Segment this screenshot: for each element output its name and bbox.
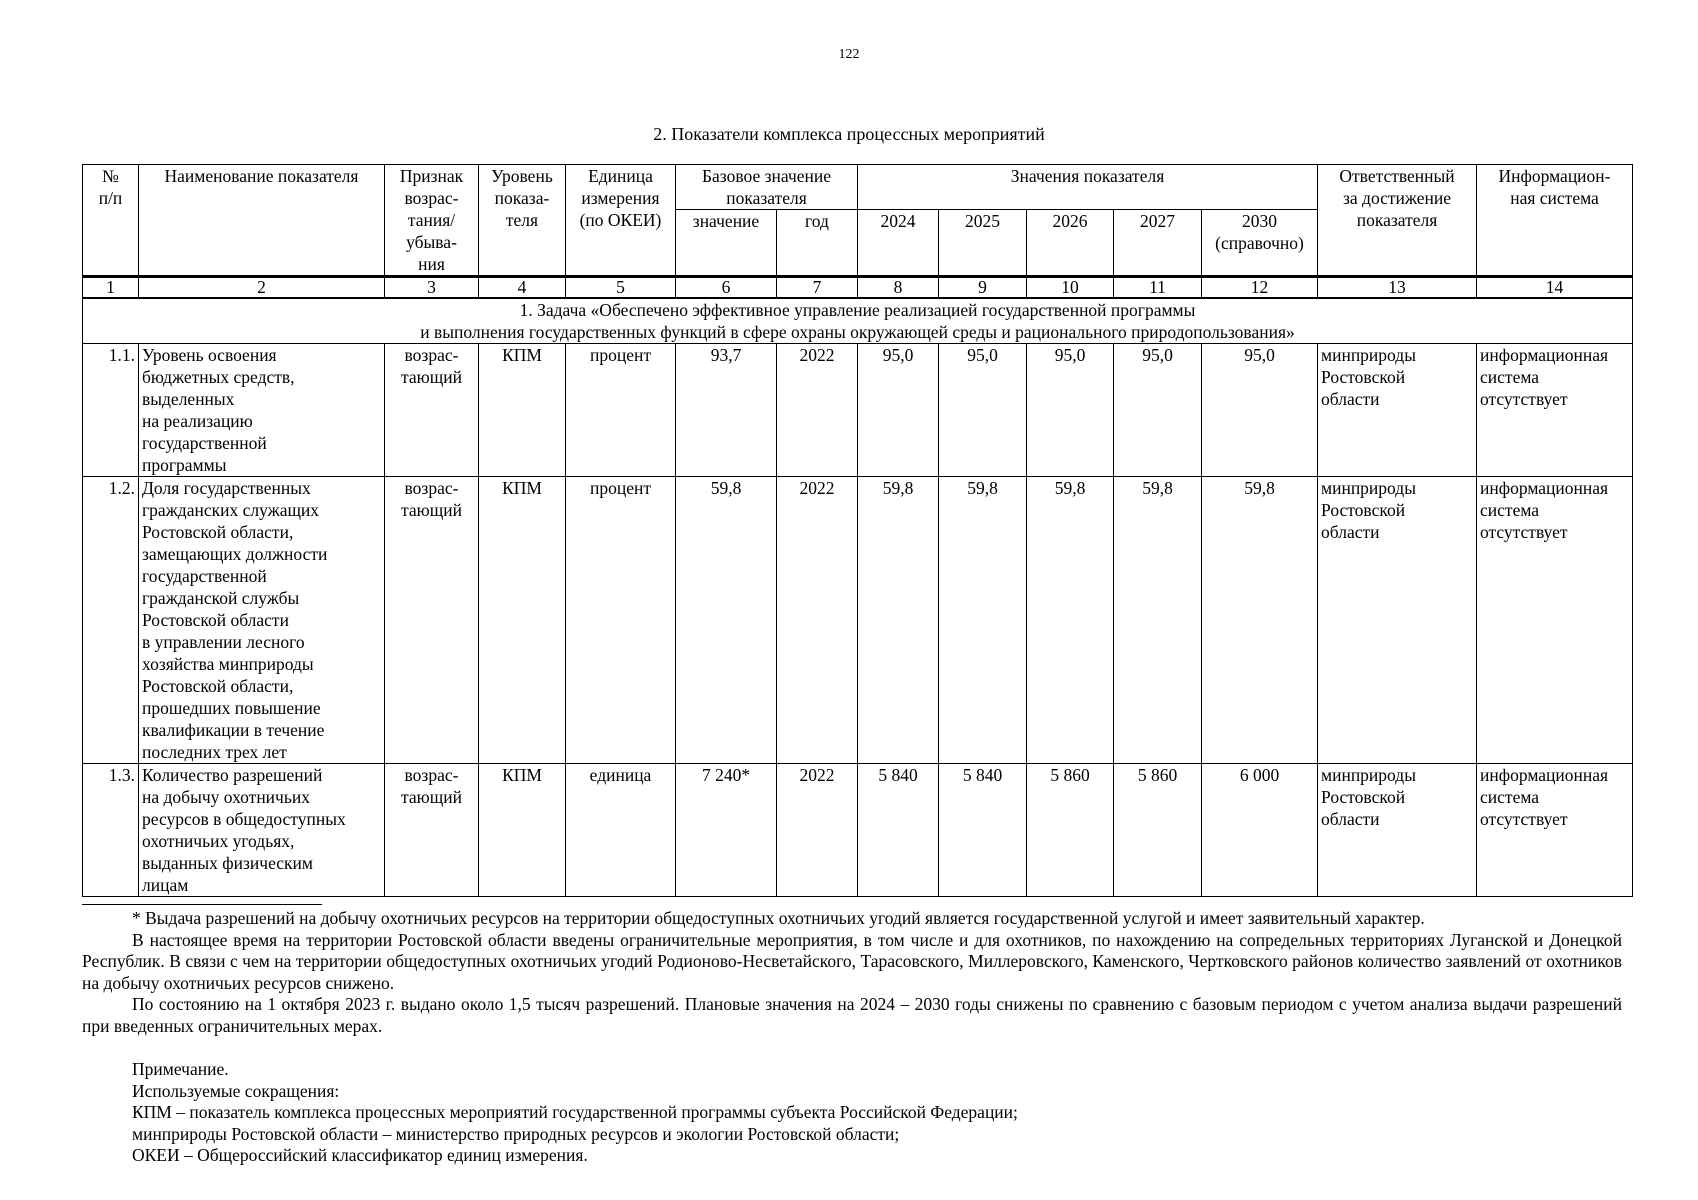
responsible: минприроды Ростовской области xyxy=(1318,477,1477,764)
col-num: 11 xyxy=(1114,277,1202,299)
header-level: Уровень показа- теля xyxy=(479,165,566,277)
col-num: 13 xyxy=(1318,277,1477,299)
header-system: Информацион- ная система xyxy=(1477,165,1633,277)
base-value: 93,7 xyxy=(676,344,777,477)
col-num: 5 xyxy=(566,277,676,299)
value-2027: 5 860 xyxy=(1114,764,1202,897)
col-num: 6 xyxy=(676,277,777,299)
col-num: 3 xyxy=(385,277,479,299)
note-line: Используемые сокращения: xyxy=(132,1080,340,1101)
header-row-1 xyxy=(83,165,1633,210)
footnote: По состоянию на 1 октября 2023 г. выдано около 1,5 тысяч разрешений. Плановые значения на 2024 – 2030 годы снижены по сравнению с базовым периодом с учетом анализа выдачи разрешений при введенных ограничительных мерах. xyxy=(82,994,1622,1036)
row-number: 1.1. xyxy=(83,344,139,477)
responsible: минприроды Ростовской области xyxy=(1318,764,1477,897)
indicator-level: КПМ xyxy=(479,764,566,897)
info-system: информационная система отсутствует xyxy=(1477,344,1633,477)
value-2025: 59,8 xyxy=(939,477,1027,764)
value-2027: 59,8 xyxy=(1114,477,1202,764)
header-values: Значения показателя xyxy=(858,165,1318,210)
value-2027: 95,0 xyxy=(1114,344,1202,477)
value-2026: 5 860 xyxy=(1027,764,1114,897)
header-name: Наименование показателя xyxy=(139,165,385,277)
header-year-2025: 2025 xyxy=(939,210,1027,277)
header-responsible: Ответственный за достижение показателя xyxy=(1318,165,1477,277)
footnote-divider xyxy=(82,904,322,905)
task-title: 1. Задача «Обеспечено эффективное управление реализацией государственной программы и выполнения государственных функций в сфере охраны окружающей среды и рационального природопользования» xyxy=(83,298,1633,344)
value-2030: 59,8 xyxy=(1202,477,1318,764)
section-title: 2. Показатели комплекса процессных мероприятий xyxy=(653,124,1045,144)
col-num: 7 xyxy=(777,277,858,299)
value-2026: 59,8 xyxy=(1027,477,1114,764)
value-2026: 95,0 xyxy=(1027,344,1114,477)
header-base-value: значение xyxy=(676,210,777,277)
value-2024: 5 840 xyxy=(858,764,939,897)
footnote: В настоящее время на территории Ростовской области введены ограничительные мероприятия, в том числе и для охотников, по нахождению на сопредельных территориях Луганской и Донецкой Республик. В связи с чем на территории общедоступных охотничьих угодий Родионово-Несветайского, Тарасовского, Миллеровского, Каменского, Чертковского районов количество заявлений от охотников на добычу охотничьих ресурсов снижено. xyxy=(82,929,1622,993)
base-year: 2022 xyxy=(777,764,858,897)
abbreviation-okei: ОКЕИ – Общероссийский классификатор единиц измерения. xyxy=(132,1145,588,1165)
header-sign: Признак возрас- тания/ убыва- ния xyxy=(385,165,479,277)
column-number-row xyxy=(83,277,1633,299)
base-year: 2022 xyxy=(777,477,858,764)
abbreviation-kpm: КПМ – показатель комплекса процессных мероприятий государственной программы субъекта Российской Федерации; xyxy=(132,1102,1018,1122)
indicator-level: КПМ xyxy=(479,477,566,764)
table-row xyxy=(83,764,1633,897)
indicator-sign: возрас- тающий xyxy=(385,477,479,764)
indicator-level: КПМ xyxy=(479,344,566,477)
info-system: информационная система отсутствует xyxy=(1477,477,1633,764)
col-num: 9 xyxy=(939,277,1027,299)
responsible: минприроды Ростовской области xyxy=(1318,344,1477,477)
base-value: 59,8 xyxy=(676,477,777,764)
header-year-2027: 2027 xyxy=(1114,210,1202,277)
header-base: Базовое значение показателя xyxy=(676,165,858,210)
value-2025: 95,0 xyxy=(939,344,1027,477)
col-num: 10 xyxy=(1027,277,1114,299)
footnotes-block xyxy=(82,908,1622,1167)
task-row xyxy=(83,298,1633,344)
base-value: 7 240* xyxy=(676,764,777,897)
footnote: * Выдача разрешений на добычу охотничьих ресурсов на территории общедоступных охотничьих угодий является государственной услугой и имеет заявительный характер. xyxy=(132,908,1425,928)
value-2030: 6 000 xyxy=(1202,764,1318,897)
col-num: 2 xyxy=(139,277,385,299)
value-2024: 95,0 xyxy=(858,344,939,477)
indicator-unit: процент xyxy=(566,477,676,764)
table-row xyxy=(83,344,1633,477)
row-number: 1.2. xyxy=(83,477,139,764)
page-number: 122 xyxy=(838,47,860,62)
header-unit: Единица измерения (по ОКЕИ) xyxy=(566,165,676,277)
value-2025: 5 840 xyxy=(939,764,1027,897)
note-heading: Примечание. xyxy=(132,1059,229,1079)
col-num: 1 xyxy=(83,277,139,299)
abbreviation-minprirody: минприроды Ростовской области – министерство природных ресурсов и экологии Ростовской области; xyxy=(132,1123,900,1144)
col-num: 4 xyxy=(479,277,566,299)
info-system: информационная система отсутствует xyxy=(1477,764,1633,897)
indicator-unit: процент xyxy=(566,344,676,477)
value-2024: 59,8 xyxy=(858,477,939,764)
header-num: № п/п xyxy=(83,165,139,277)
indicator-name: Доля государственных гражданских служащих Ростовской области, замещающих должности государственной гражданской службы Ростовской области в управлении лесного хозяйства минприроды Ростовской области, прошедших повышение квалификации в течение последних трех лет xyxy=(139,477,385,764)
indicators-table xyxy=(82,164,1633,897)
header-year-2030: 2030 (справочно) xyxy=(1202,210,1318,277)
table-row xyxy=(83,477,1633,764)
header-year-2026: 2026 xyxy=(1027,210,1114,277)
indicator-name: Количество разрешений на добычу охотничьих ресурсов в общедоступных охотничьих угодьях, выданных физическим лицам xyxy=(139,764,385,897)
value-2030: 95,0 xyxy=(1202,344,1318,477)
indicator-sign: возрас- тающий xyxy=(385,764,479,897)
row-number: 1.3. xyxy=(83,764,139,897)
indicator-sign: возрас- тающий xyxy=(385,344,479,477)
col-num: 14 xyxy=(1477,277,1633,299)
base-year: 2022 xyxy=(777,344,858,477)
col-num: 12 xyxy=(1202,277,1318,299)
header-base-year: год xyxy=(777,210,858,277)
indicator-unit: единица xyxy=(566,764,676,897)
col-num: 8 xyxy=(858,277,939,299)
header-year-2024: 2024 xyxy=(858,210,939,277)
indicator-name: Уровень освоения бюджетных средств, выделенных на реализацию государственной программы xyxy=(139,344,385,477)
